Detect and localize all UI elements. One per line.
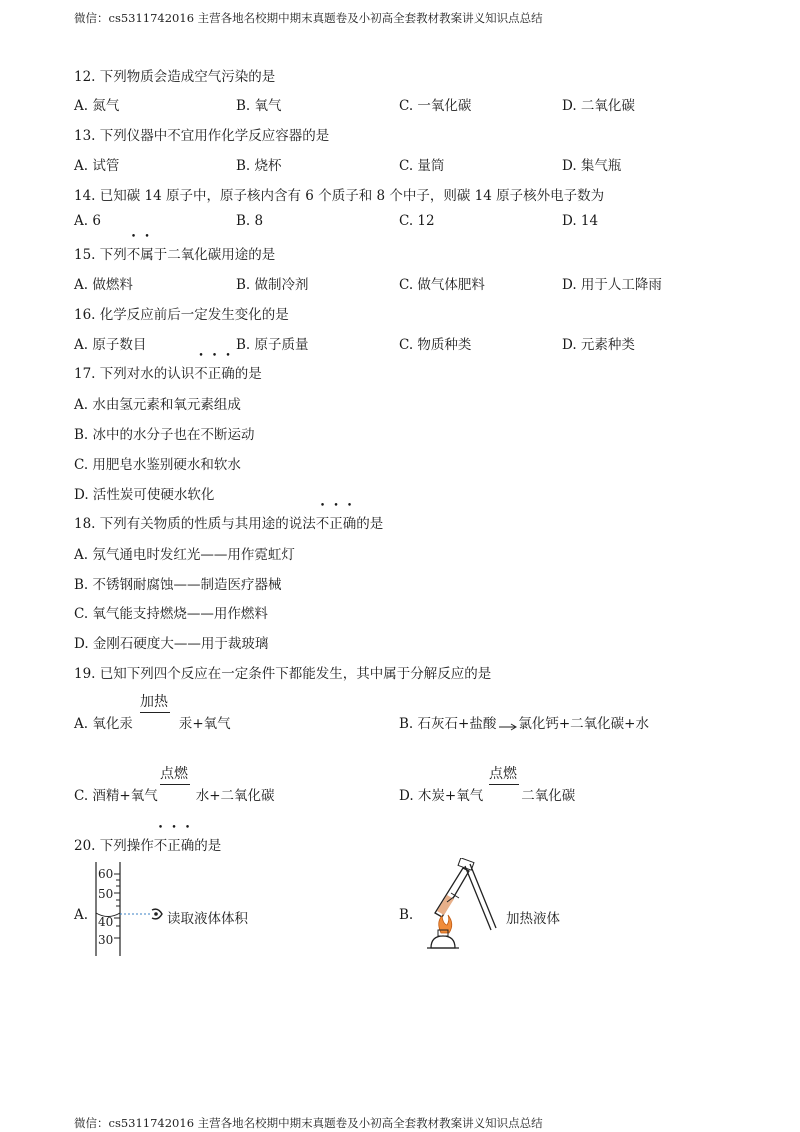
- question-12-options: [0, 94, 800, 114]
- q15-option-b: B. 做制冷剂: [236, 277, 309, 293]
- q18-option-b: B. 不锈钢耐腐蚀——制造医疗器械: [74, 577, 282, 593]
- q20-option-b-caption: 加热液体: [506, 911, 560, 927]
- q20-option-a-caption: 读取液体体积: [167, 911, 248, 927]
- emphasis-char: 不: [315, 516, 330, 532]
- q14-option-b: B. 8: [236, 213, 264, 229]
- page-footer: 微信：cs5311742016 主营各地名校期中期末真题卷及小初高全套教材教案讲义知识点总结: [74, 1116, 543, 1130]
- question-16-stem: 16. 化学反应前后一定发生变化的是: [74, 307, 289, 323]
- q16-option-c: C. 物质种类: [399, 337, 472, 353]
- emphasis-char: 确: [221, 366, 235, 382]
- q19-option-c: C. 酒精+氧气 水+二氧化碳: [74, 788, 275, 804]
- q15-option-d: D. 用于人工降雨: [562, 277, 662, 293]
- q17-option-d: D. 活性炭可使硬水软化: [74, 487, 215, 503]
- q13-option-c: C. 量筒: [399, 158, 445, 174]
- emphasis-char: 正: [329, 516, 343, 532]
- q15-option-c: C. 做气体肥料: [399, 277, 485, 293]
- q13-option-d: D. 集气瓶: [562, 158, 622, 174]
- q19-option-d: D. 木炭+氧气 二氧化碳: [399, 788, 576, 804]
- heating-liquid-figure: [415, 858, 510, 958]
- emphasis-char: 正: [207, 366, 222, 382]
- q13-option-a: A. 试管: [74, 158, 120, 174]
- q17-option-b: B. 冰中的水分子也在不断运动: [74, 427, 255, 443]
- cylinder-tick-label: 60: [98, 867, 114, 881]
- question-15-options: [0, 273, 800, 293]
- q18-option-d: D. 金刚石硬度大——用于裁玻璃: [74, 636, 269, 652]
- q12-option-a: A. 氮气: [74, 98, 120, 114]
- question-19-stem: 19. 已知下列四个反应在一定条件下都能发生，其中属于分解反应的是: [74, 666, 492, 682]
- question-14-stem: 14. 已知碳 14 原子中，原子核内含有 6 个质子和 8 个中子，则碳 14 原子核外电子数为: [74, 188, 605, 204]
- q14-option-d: D. 14: [562, 213, 599, 229]
- q12-option-c: C. 一氧化碳: [399, 98, 472, 114]
- question-17-stem: 17. 下列对水的认识不正确的是: [74, 362, 262, 382]
- q14-option-c: C. 12: [399, 213, 435, 229]
- question-12-stem: 12. 下列物质会造成空气污染的是: [74, 69, 276, 85]
- q16-option-a: A. 原子数目: [74, 337, 147, 353]
- condition-ignite: 点燃: [160, 763, 190, 785]
- q12-option-b: B. 氧气: [236, 98, 282, 114]
- q20-option-b-label: B.: [399, 907, 414, 923]
- condition-ignite: 点燃: [489, 763, 519, 785]
- q20-option-a-label: A.: [74, 907, 89, 923]
- question-14-options: [0, 213, 800, 233]
- q15-option-a: A. 做燃料: [74, 277, 133, 293]
- emphasis-char: 不: [153, 838, 168, 854]
- q17-option-c: C. 用肥皂水鉴别硬水和软水: [74, 457, 241, 473]
- reaction-arrow-icon: [498, 719, 518, 731]
- q13-option-b: B. 烧杯: [236, 158, 282, 174]
- condition-heat: 加热: [140, 691, 170, 713]
- question-13-stem: 13. 下列仪器中不宜用作化学反应容器的是: [74, 128, 330, 144]
- cylinder-tick-label: 50: [98, 887, 114, 901]
- q16-option-b: B. 原子质量: [236, 337, 309, 353]
- emphasis-char: 确: [342, 516, 357, 532]
- question-15-stem: 15. 下列不属于二氧化碳用途的是: [74, 243, 275, 263]
- q19-option-b: B. 石灰石+盐酸 氯化钙+二氧化碳+水: [399, 716, 649, 732]
- emphasis-char: 确: [180, 838, 195, 854]
- cylinder-tick-label: 40: [98, 915, 114, 929]
- question-18-stem: 18. 下列有关物质的性质与其用途的说法不正确的是: [74, 512, 383, 532]
- question-16-options: [0, 333, 800, 353]
- q12-option-d: D. 二氧化碳: [562, 98, 635, 114]
- emphasis-char: 属: [140, 247, 154, 263]
- cylinder-tick-label: 30: [98, 933, 114, 947]
- q16-option-d: D. 元素种类: [562, 337, 635, 353]
- emphasis-char: 不: [126, 247, 141, 263]
- q19-option-a: A. 氧化汞 汞+氧气: [74, 716, 231, 732]
- question-13-options: [0, 154, 800, 174]
- q18-option-a: A. 氖气通电时发红光——用作霓虹灯: [74, 547, 295, 563]
- question-20-stem: 20. 下列操作不正确的是: [74, 834, 221, 854]
- q14-option-a: A. 6: [74, 213, 101, 229]
- q18-option-c: C. 氧气能支持燃烧——用作燃料: [74, 606, 268, 622]
- emphasis-char: 不: [194, 366, 208, 382]
- page-header: 微信：cs5311742016 主营各地名校期中期末真题卷及小初高全套教材教案讲义知识点总结: [74, 11, 543, 25]
- q17-option-a: A. 水由氢元素和氧元素组成: [74, 397, 241, 413]
- emphasis-char: 正: [167, 838, 181, 854]
